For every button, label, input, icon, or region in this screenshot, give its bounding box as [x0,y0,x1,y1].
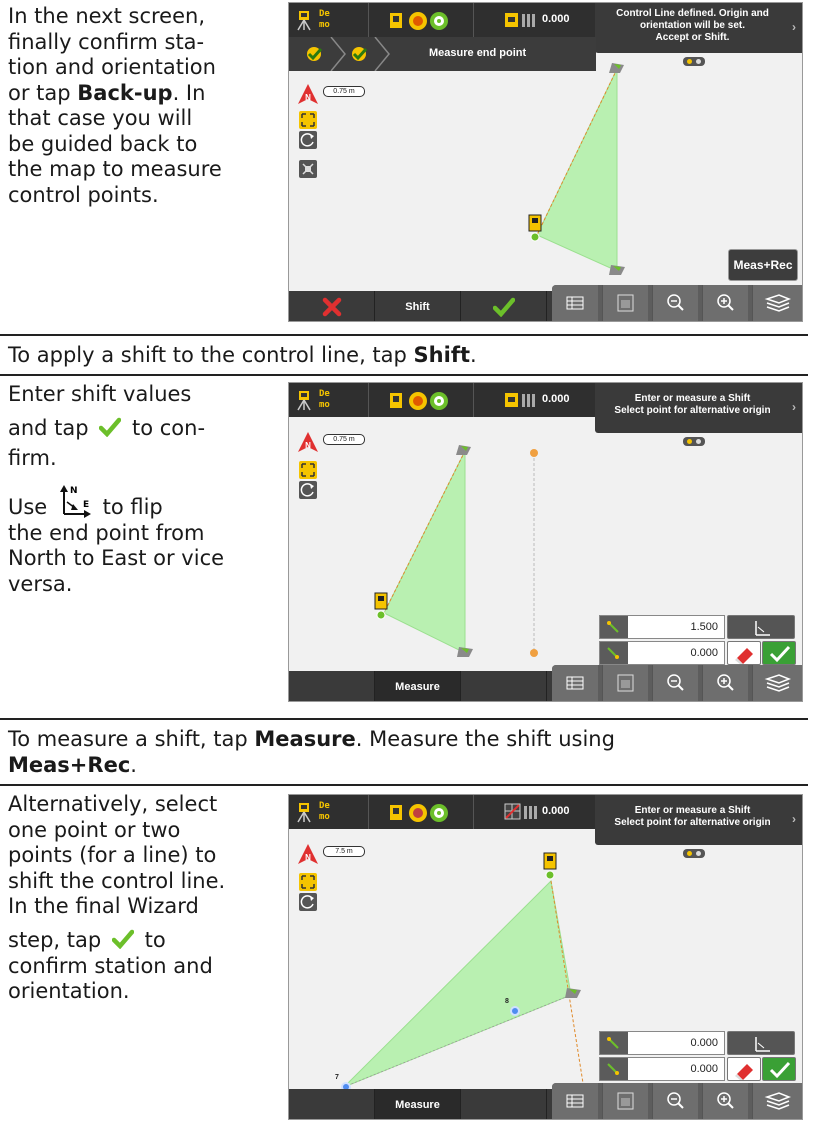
shift-along-field[interactable]: 0.000 [599,1057,725,1081]
end-point-marker [565,988,581,998]
start-point-marker [609,63,624,73]
end-point-marker [457,647,473,657]
message-box[interactable]: Enter or measure a Shift Select point for alternative origin › [595,383,802,433]
zoom-out-icon[interactable] [652,285,698,321]
map-canvas[interactable] [289,3,803,322]
shifted-start-point [530,449,538,457]
message-box[interactable]: Control Line defined. Origin and orientation will be set. Accept or Shift. › [595,3,802,53]
accept-softkey[interactable] [461,291,547,322]
check-icon [763,642,797,666]
start-point-marker [456,445,471,455]
table-icon[interactable] [552,665,598,701]
point-label-8: 8 [505,998,509,1005]
along-icon [600,642,628,664]
divider [0,374,808,376]
zoom-out-icon[interactable] [652,1083,698,1119]
station-marker [375,593,387,619]
demo-segment[interactable]: De mo [289,795,369,829]
meas-rec-button[interactable]: Meas+Rec [728,249,798,281]
map-view-icon[interactable] [602,1083,648,1119]
back-up-keyword: Back-up [77,80,173,105]
layers-icon[interactable] [752,665,802,701]
map-toolbar [552,285,802,322]
measure-softkey[interactable]: Measure [375,1089,461,1120]
zoom-out-icon[interactable] [652,665,698,701]
instruction-text-1: In the next screen, finally confirm sta- tion and orientation or tap Back-up. In that case you will be guided back to the map to measure control points. [8,4,222,207]
shift-panel [599,1031,796,1083]
measure-keyword: Measure [254,727,356,751]
softkey-3[interactable] [461,671,547,702]
flip-axis-button[interactable] [727,1031,795,1055]
measure-mode-segment[interactable]: 0.000 [474,795,589,829]
flip-axis-icon [728,1032,796,1056]
screen-control-line-defined [288,2,803,322]
wizard-title: Measure end point [429,47,527,59]
check-icon [763,1058,797,1082]
control-area [537,69,617,271]
layers-icon[interactable] [752,285,802,321]
control-area [344,881,571,1087]
measure-softkey[interactable]: Measure [375,671,461,702]
svg-text:N: N [305,93,311,102]
svg-text:N: N [69,486,78,496]
chevron-right-icon: › [792,20,796,34]
check-icon [112,929,134,949]
end-point-marker [609,265,625,275]
chevron-right-icon: › [792,812,796,826]
instruction-text-2: Enter shift values and tap to con- firm. Use N E to flip the end point from North to East or vice versa. [8,382,225,596]
eraser-icon [728,1058,762,1082]
control-area [384,451,465,653]
shift-along-field[interactable]: 0.000 [599,641,725,665]
instruction-measure: To measure a shift, tap Measure. Measure the shift using Meas+Rec. [8,727,615,777]
along-icon [600,1058,628,1080]
instruction-shift: To apply a shift to the control line, tap Shift. [8,343,477,367]
flip-axis-icon [58,484,92,520]
shifted-end-point [530,649,538,657]
offset-icon [600,616,628,638]
softkey-1[interactable] [289,671,375,702]
map-toolbar [552,1083,802,1120]
demo-segment[interactable]: De mo [289,3,369,37]
shift-softkey[interactable]: Shift [375,291,461,322]
softkey-3[interactable] [461,1089,547,1120]
flip-axis-icon [728,616,796,640]
accept-button[interactable] [762,1057,796,1081]
flip-axis-button[interactable] [727,615,795,639]
demo-segment[interactable]: De mo [289,383,369,417]
measure-mode-segment[interactable]: 0.000 [474,3,589,37]
svg-text:E: E [82,500,90,510]
station-marker [544,853,556,879]
check-icon [99,417,121,437]
divider [0,718,808,720]
eraser-icon [728,642,762,666]
map-view-icon[interactable] [602,665,648,701]
shift-offset-field[interactable]: 1.500 [599,615,725,639]
table-icon[interactable] [552,285,598,321]
offset-icon [600,1032,628,1054]
station-marker [529,215,541,241]
message-box[interactable]: Enter or measure a Shift Select point for alternative origin › [595,795,802,845]
svg-text:N: N [305,441,311,450]
chevron-right-icon: › [792,400,796,414]
eraser-button[interactable] [727,1057,761,1081]
instruction-text-3: Alternatively, select one point or two points (for a line) to shift the control line. In the final Wizard step, tap to confirm station and orientation. [8,792,226,1003]
screen-enter-shift [288,382,803,702]
zoom-in-icon[interactable] [702,1083,748,1119]
cross-icon [322,297,342,317]
cancel-softkey[interactable] [289,291,375,322]
svg-text:N: N [305,853,311,862]
check-icon [493,297,515,317]
scale-bar: 7.5 m [323,846,365,857]
shift-offset-field[interactable]: 0.000 [599,1031,725,1055]
eraser-button[interactable] [727,641,761,665]
shift-keyword: Shift [413,343,470,367]
zoom-in-icon[interactable] [702,665,748,701]
scale-bar: 0.75 m [323,434,365,445]
scale-bar: 0.75 m [323,86,365,97]
screen-select-shift-point [288,794,803,1120]
map-view-icon[interactable] [602,285,648,321]
layers-icon[interactable] [752,1083,802,1119]
divider [0,784,808,786]
zoom-in-icon[interactable] [702,285,748,321]
point-8-marker[interactable] [511,1007,519,1015]
table-icon[interactable] [552,1083,598,1119]
meas-rec-keyword: Meas+Rec [8,753,131,777]
softkey-1[interactable] [289,1089,375,1120]
shift-panel [599,615,796,667]
accept-button[interactable] [762,641,796,665]
point-label-7: 7 [335,1074,339,1081]
map-toolbar [552,665,802,702]
divider [0,334,808,336]
measure-mode-segment[interactable]: 0.000 [474,383,589,417]
